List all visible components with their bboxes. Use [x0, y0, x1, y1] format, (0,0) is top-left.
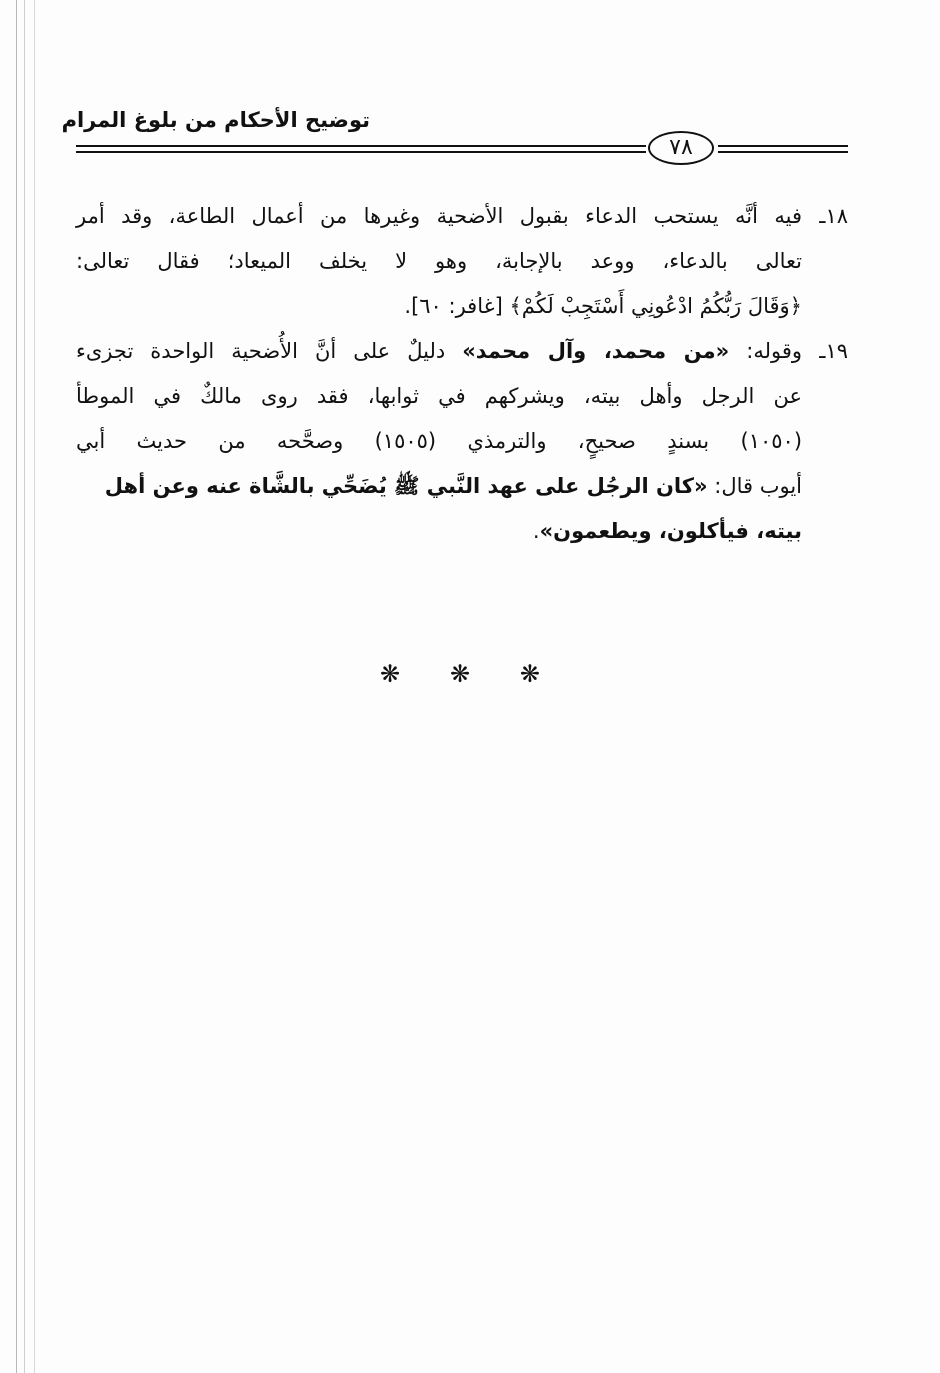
asterisk-ornament: ❋ — [449, 660, 471, 688]
item-text: . — [532, 519, 540, 543]
header-rule — [718, 151, 848, 153]
header-rule — [718, 145, 848, 147]
page-number: ٧٨ — [648, 131, 714, 165]
hadith-quote: بيته، فيأكلون، ويطعمون» — [539, 519, 802, 543]
section-separator — [380, 660, 540, 688]
paragraph-line: (١٠٥٠) بسندٍ صحيحٍ، والترمذي (١٥٠٥) وصحَّحه من حديث أبي — [76, 429, 803, 453]
margin-line — [16, 0, 17, 1373]
hadith-quote: «من محمد، وآل محمد» — [462, 339, 730, 363]
item-text: أيوب قال: — [707, 474, 802, 498]
paragraph-line — [76, 196, 848, 241]
paragraph-line: تعالى بالدعاء، ووعد بالإجابة، وهو لا يخلف الميعاد؛ فقال تعالى: — [76, 249, 802, 273]
running-header-title: توضيح الأحكام من بلوغ المرام — [61, 108, 370, 132]
quran-reference: [غافر: ٦٠]. — [404, 294, 510, 318]
header-rule — [76, 151, 646, 153]
asterisk-ornament: ❋ — [380, 660, 401, 688]
hadith-quote: «كان الرجُل على عهد النَّبي ﷺ يُضَحِّي بالشَّاة عنه وعن أهل — [104, 474, 708, 498]
paragraph-line — [76, 331, 848, 376]
item-number: ١٨ـ — [819, 204, 848, 228]
item-number: ١٩ـ — [819, 339, 849, 363]
item-text: فيه أنَّه يستحب الدعاء بقبول الأضحية وغيرها من أعمال الطاعة، وقد أمر — [76, 204, 802, 228]
margin-line — [34, 0, 35, 1373]
margin-line — [24, 0, 25, 1373]
item-text: دليلٌ على أنَّ الأُضحية الواحدة تجزىء — [76, 339, 463, 363]
item-text: وقوله: — [729, 339, 803, 363]
header-rule — [76, 145, 646, 147]
paragraph-line: عن الرجل وأهل بيته، ويشركهم في ثوابها، فقد روى مالكٌ في الموطأ — [76, 384, 802, 408]
page-body — [76, 196, 848, 556]
quran-verse: ﴿وَقَالَ رَبُّكُمُ ادْعُونِي أَسْتَجِبْ لَكُمْ﴾ — [509, 294, 802, 318]
paragraph-line — [76, 286, 848, 331]
paragraph-line — [76, 466, 848, 511]
asterisk-ornament: ❋ — [519, 660, 540, 688]
paragraph-line — [76, 511, 848, 556]
